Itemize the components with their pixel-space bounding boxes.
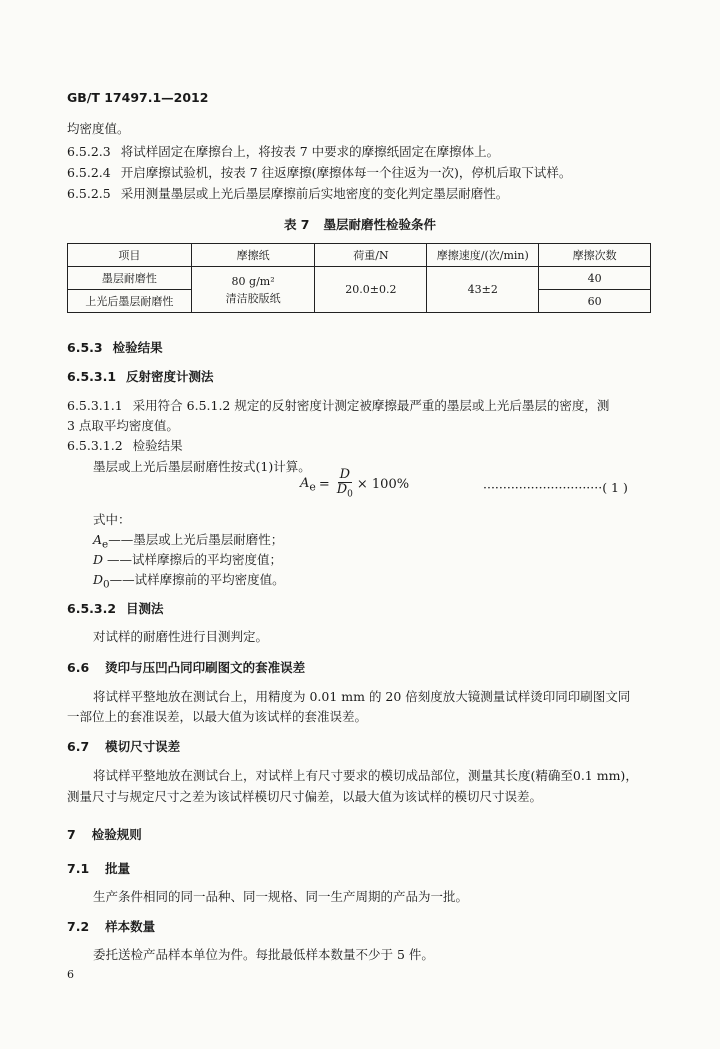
paper-type: 清洁胶版纸 [225, 291, 281, 305]
table-cell-load: 20.0±0.2 [315, 267, 427, 313]
formula-equals: = [318, 477, 330, 493]
heading-title: 样本数量 [105, 919, 156, 934]
standard-header: GB/T 17497.1—2012 [67, 90, 209, 105]
formula-symbol: A [300, 476, 310, 491]
table-cell-paper [191, 267, 315, 313]
clause-text: 采用测量墨层或上光后墨层摩擦前后实地密度的变化判定墨层耐磨性。 [120, 186, 509, 201]
heading-number: 6.5.3 [67, 340, 103, 355]
table-cell-count: 60 [539, 290, 651, 313]
table-cell: 墨层耐磨性 [68, 267, 192, 290]
formula-rhs: × 100% [356, 477, 410, 493]
table-cell-count: 40 [539, 267, 651, 290]
heading-number: 7 [67, 827, 76, 842]
table-row [68, 267, 651, 290]
clause-6-5-2-5 [67, 185, 508, 203]
table-caption [0, 215, 720, 233]
heading-7-2 [67, 918, 155, 936]
heading-number: 6.5.3.1 [67, 369, 117, 384]
heading-number: 7.1 [67, 861, 90, 876]
table-cell: 上光后墨层耐磨性 [68, 290, 192, 313]
table-header-cell: 项目 [68, 244, 192, 267]
heading-6-6 [67, 659, 305, 677]
symbol: D [93, 552, 104, 567]
clause-number: 6.5.2.5 [67, 186, 111, 201]
heading-number: 6.5.3.2 [67, 601, 117, 616]
formula-1 [300, 468, 409, 502]
heading-number: 7.2 [67, 919, 90, 934]
definition: ——试样摩擦前的平均密度值。 [109, 572, 285, 587]
text-line: 测量尺寸与规定尺寸之差为该试样模切尺寸偏差，以最大值为该试样的模切尺寸误差。 [67, 789, 543, 804]
clause-6-5-3-1-1 [67, 397, 609, 415]
text-line: 委托送检产品样本单位为件。每批最低样本数量不少于 5 件。 [93, 947, 434, 962]
text-line: 将试样平整地放在测试台上，对试样上有尺寸要求的模切成品部位，测量其长度(精确至0.1 mm)， [93, 768, 638, 783]
formula-fraction [337, 468, 353, 502]
text-line: 将试样平整地放在测试台上，用精度为 0.01 mm 的 20 倍刻度放大镜测量试样烫印同印刷图文同 [93, 689, 631, 704]
heading-6-5-3-2 [67, 600, 164, 618]
page-number: 6 [67, 968, 74, 981]
formula-denominator [337, 483, 353, 502]
symbol: D [93, 572, 104, 587]
table-header-cell: 荷重/N [315, 244, 427, 267]
heading-6-5-3 [67, 339, 163, 357]
heading-6-7 [67, 738, 180, 756]
clause-text: 采用符合 6.5.1.2 规定的反射密度计测定被摩擦最严重的墨层或上光后墨层的密度，测 [132, 398, 610, 413]
table-header-cell: 摩擦次数 [539, 244, 651, 267]
test-conditions-table [67, 243, 651, 313]
heading-title: 检验规则 [91, 827, 142, 842]
heading-7-1 [67, 860, 130, 878]
clause-number: 6.5.3.1.2 [67, 438, 123, 453]
definition: ——试样摩擦后的平均密度值； [103, 552, 283, 567]
subscript: 0 [103, 578, 110, 591]
clause-text: 将试样固定在摩擦台上，将按表 7 中要求的摩擦纸固定在摩擦体上。 [120, 144, 500, 159]
where-label: 式中： [93, 512, 131, 527]
table-header-cell: 摩擦纸 [191, 244, 315, 267]
table-header-row [68, 244, 651, 267]
formula-subscript: e [309, 480, 316, 494]
clause-title: 检验结果 [132, 438, 183, 453]
heading-6-5-3-1 [67, 368, 214, 386]
clause-text: 开启摩擦试验机，按表 7 往返摩擦(摩擦体每一个往返为一次)，停机后取下试样。 [120, 165, 572, 180]
text-line: 对试样的耐磨性进行目测判定。 [93, 629, 269, 644]
subscript: e [102, 538, 109, 551]
where-item [93, 551, 282, 569]
text-line: 生产条件相同的同一品种、同一规格、同一生产周期的产品为一批。 [93, 889, 469, 904]
paper-spec: 80 g/m² [231, 274, 275, 288]
text-line: 一部位上的套准误差，以最大值为该试样的套准误差。 [67, 709, 368, 724]
symbol: A [93, 532, 103, 547]
table-title: 墨层耐磨性检验条件 [323, 217, 437, 232]
equation-number: ······························( 1 ) [483, 480, 628, 495]
heading-title: 反射密度计测法 [126, 369, 214, 384]
heading-7 [67, 826, 142, 844]
clause-6-5-3-1-2 [67, 437, 183, 455]
heading-title: 检验结果 [112, 340, 163, 355]
text-line: 3 点取平均密度值。 [67, 418, 179, 433]
formula-subscript: 0 [347, 489, 353, 500]
table-number: 表 7 [283, 217, 310, 232]
table-cell-speed: 43±2 [427, 267, 539, 313]
heading-title: 目测法 [126, 601, 164, 616]
definition: ——墨层或上光后墨层耐磨性； [108, 532, 284, 547]
heading-number: 6.7 [67, 739, 90, 754]
text-line: 墨层或上光后墨层耐磨性按式(1)计算。 [93, 459, 311, 474]
heading-title: 模切尺寸误差 [105, 739, 181, 754]
where-item [93, 571, 285, 594]
formula-symbol: D [336, 482, 348, 497]
table-header-cell: 摩擦速度/(次/min) [427, 244, 539, 267]
clause-number: 6.5.3.1.1 [67, 398, 123, 413]
clause-number: 6.5.2.4 [67, 165, 111, 180]
formula-numerator: D [339, 467, 351, 482]
heading-number: 6.6 [67, 660, 90, 675]
clause-6-5-2-3 [67, 143, 499, 161]
heading-title: 烫印与压凹凸同印刷图文的套准误差 [105, 660, 306, 675]
heading-title: 批量 [105, 861, 131, 876]
clause-number: 6.5.2.3 [67, 144, 111, 159]
clause-6-5-2-4 [67, 164, 571, 182]
text-line: 均密度值。 [67, 121, 130, 136]
